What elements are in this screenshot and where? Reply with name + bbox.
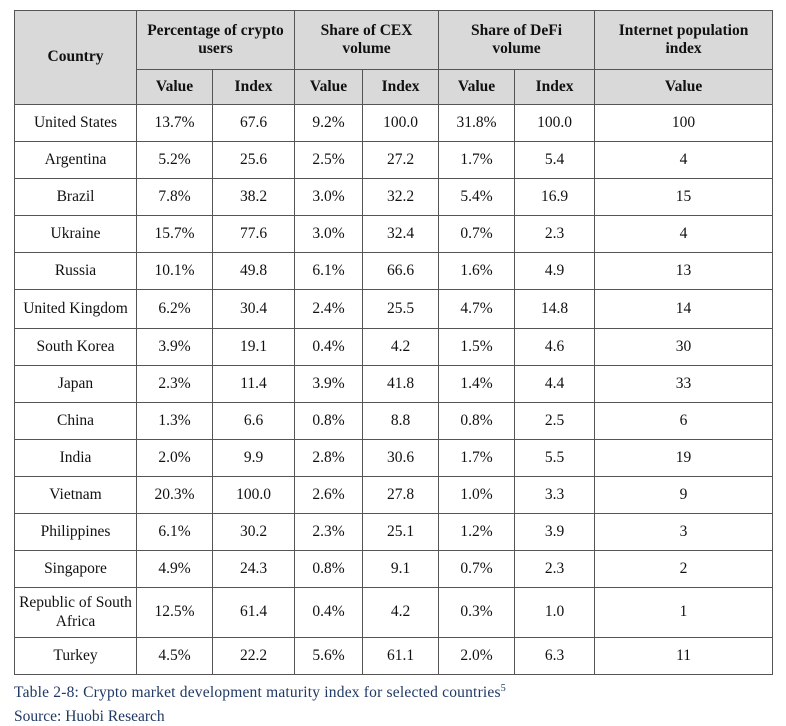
cell-internet-value: 3 (595, 514, 773, 551)
cell-defi-index: 4.9 (515, 253, 595, 290)
subheader-crypto-index: Index (213, 70, 295, 105)
cell-internet-value: 30 (595, 329, 773, 366)
cell-crypto-value: 6.1% (137, 514, 213, 551)
cell-crypto-index: 77.6 (213, 216, 295, 253)
cell-cex-index: 9.1 (363, 551, 439, 588)
table-row (15, 142, 773, 179)
cell-defi-value: 1.0% (439, 477, 515, 514)
cell-cex-index: 41.8 (363, 366, 439, 403)
cell-country: China (15, 403, 137, 440)
table-row (15, 588, 773, 638)
table-row (15, 253, 773, 290)
subheader-internet-value: Value (595, 70, 773, 105)
cell-defi-index: 5.5 (515, 440, 595, 477)
cell-internet-value: 4 (595, 142, 773, 179)
cell-defi-value: 0.3% (439, 588, 515, 638)
cell-crypto-index: 61.4 (213, 588, 295, 638)
cell-internet-value: 2 (595, 551, 773, 588)
cell-crypto-value: 5.2% (137, 142, 213, 179)
cell-country: United Kingdom (15, 290, 137, 329)
cell-cex-index: 61.1 (363, 637, 439, 674)
cell-defi-value: 1.2% (439, 514, 515, 551)
cell-defi-value: 0.7% (439, 216, 515, 253)
cell-cex-index: 8.8 (363, 403, 439, 440)
cell-country: Japan (15, 366, 137, 403)
cell-internet-value: 19 (595, 440, 773, 477)
cell-crypto-value: 13.7% (137, 105, 213, 142)
column-group-internet-population: Internet population index (595, 11, 773, 70)
cell-defi-index: 3.9 (515, 514, 595, 551)
cell-cex-index: 27.8 (363, 477, 439, 514)
cell-country: Ukraine (15, 216, 137, 253)
cell-cex-index: 25.1 (363, 514, 439, 551)
cell-crypto-value: 2.0% (137, 440, 213, 477)
cell-cex-index: 100.0 (363, 105, 439, 142)
cell-defi-index: 14.8 (515, 290, 595, 329)
cell-country: Philippines (15, 514, 137, 551)
cell-country: Argentina (15, 142, 137, 179)
table-row (15, 105, 773, 142)
cell-crypto-index: 9.9 (213, 440, 295, 477)
cell-defi-index: 100.0 (515, 105, 595, 142)
cell-country: India (15, 440, 137, 477)
cell-cex-index: 32.4 (363, 216, 439, 253)
cell-cex-value: 5.6% (295, 637, 363, 674)
table-row (15, 179, 773, 216)
cell-defi-index: 6.3 (515, 637, 595, 674)
cell-crypto-index: 11.4 (213, 366, 295, 403)
cell-internet-value: 13 (595, 253, 773, 290)
cell-defi-value: 5.4% (439, 179, 515, 216)
cell-internet-value: 15 (595, 179, 773, 216)
cell-crypto-index: 49.8 (213, 253, 295, 290)
cell-crypto-value: 2.3% (137, 366, 213, 403)
crypto-maturity-table (14, 10, 773, 675)
cell-defi-value: 1.6% (439, 253, 515, 290)
cell-internet-value: 11 (595, 637, 773, 674)
cell-internet-value: 9 (595, 477, 773, 514)
cell-country: Vietnam (15, 477, 137, 514)
cell-cex-value: 2.6% (295, 477, 363, 514)
table-head (15, 11, 773, 105)
cell-country: Turkey (15, 637, 137, 674)
cell-crypto-value: 1.3% (137, 403, 213, 440)
cell-cex-index: 4.2 (363, 588, 439, 638)
cell-defi-value: 31.8% (439, 105, 515, 142)
table-caption-text: Table 2-8: Crypto market development maturity index for selected countries (14, 683, 501, 701)
table-row (15, 551, 773, 588)
cell-cex-index: 4.2 (363, 329, 439, 366)
table-row (15, 440, 773, 477)
cell-cex-index: 32.2 (363, 179, 439, 216)
cell-cex-index: 25.5 (363, 290, 439, 329)
cell-defi-index: 4.4 (515, 366, 595, 403)
cell-crypto-index: 100.0 (213, 477, 295, 514)
cell-crypto-value: 4.5% (137, 637, 213, 674)
table-body (15, 105, 773, 675)
column-group-cex-volume: Share of CEX volume (295, 11, 439, 70)
cell-internet-value: 100 (595, 105, 773, 142)
cell-cex-value: 0.8% (295, 403, 363, 440)
cell-crypto-index: 25.6 (213, 142, 295, 179)
cell-country: United States (15, 105, 137, 142)
caption-footnote-marker: 5 (500, 682, 506, 694)
cell-cex-value: 6.1% (295, 253, 363, 290)
cell-country: Singapore (15, 551, 137, 588)
cell-cex-value: 3.0% (295, 179, 363, 216)
cell-country: Russia (15, 253, 137, 290)
cell-country: South Korea (15, 329, 137, 366)
cell-defi-index: 3.3 (515, 477, 595, 514)
subheader-defi-index: Index (515, 70, 595, 105)
subheader-cex-index: Index (363, 70, 439, 105)
cell-defi-value: 1.5% (439, 329, 515, 366)
subheader-defi-value: Value (439, 70, 515, 105)
cell-defi-value: 2.0% (439, 637, 515, 674)
table-row (15, 329, 773, 366)
cell-crypto-value: 15.7% (137, 216, 213, 253)
cell-defi-value: 4.7% (439, 290, 515, 329)
table-row (15, 290, 773, 329)
subheader-crypto-value: Value (137, 70, 213, 105)
cell-cex-value: 3.0% (295, 216, 363, 253)
table-row (15, 637, 773, 674)
cell-crypto-value: 4.9% (137, 551, 213, 588)
cell-cex-value: 2.4% (295, 290, 363, 329)
table-row (15, 514, 773, 551)
table-caption (14, 683, 772, 702)
cell-crypto-value: 6.2% (137, 290, 213, 329)
cell-cex-value: 2.5% (295, 142, 363, 179)
table-source: Source: Huobi Research (14, 707, 165, 725)
cell-crypto-value: 3.9% (137, 329, 213, 366)
cell-internet-value: 33 (595, 366, 773, 403)
table-row (15, 477, 773, 514)
cell-crypto-value: 12.5% (137, 588, 213, 638)
column-group-crypto-users: Percentage of crypto users (137, 11, 295, 70)
cell-cex-value: 0.4% (295, 329, 363, 366)
column-group-defi-volume: Share of DeFi volume (439, 11, 595, 70)
cell-defi-index: 4.6 (515, 329, 595, 366)
cell-defi-index: 5.4 (515, 142, 595, 179)
cell-crypto-index: 67.6 (213, 105, 295, 142)
cell-cex-value: 9.2% (295, 105, 363, 142)
cell-defi-value: 1.4% (439, 366, 515, 403)
cell-cex-index: 66.6 (363, 253, 439, 290)
cell-internet-value: 4 (595, 216, 773, 253)
table-row (15, 216, 773, 253)
cell-cex-index: 30.6 (363, 440, 439, 477)
cell-cex-value: 0.4% (295, 588, 363, 638)
cell-crypto-index: 19.1 (213, 329, 295, 366)
cell-defi-index: 1.0 (515, 588, 595, 638)
cell-crypto-index: 38.2 (213, 179, 295, 216)
cell-cex-value: 0.8% (295, 551, 363, 588)
cell-internet-value: 1 (595, 588, 773, 638)
cell-defi-index: 2.5 (515, 403, 595, 440)
cell-crypto-index: 30.4 (213, 290, 295, 329)
cell-internet-value: 14 (595, 290, 773, 329)
cell-crypto-index: 6.6 (213, 403, 295, 440)
table-row (15, 366, 773, 403)
cell-defi-value: 1.7% (439, 440, 515, 477)
cell-cex-index: 27.2 (363, 142, 439, 179)
cell-internet-value: 6 (595, 403, 773, 440)
cell-defi-value: 1.7% (439, 142, 515, 179)
cell-defi-value: 0.7% (439, 551, 515, 588)
cell-defi-index: 16.9 (515, 179, 595, 216)
cell-defi-value: 0.8% (439, 403, 515, 440)
cell-cex-value: 2.8% (295, 440, 363, 477)
cell-cex-value: 3.9% (295, 366, 363, 403)
cell-cex-value: 2.3% (295, 514, 363, 551)
group-header-row (15, 11, 773, 70)
cell-crypto-value: 10.1% (137, 253, 213, 290)
cell-crypto-value: 7.8% (137, 179, 213, 216)
cell-defi-index: 2.3 (515, 216, 595, 253)
column-header-country: Country (15, 11, 137, 105)
subheader-cex-value: Value (295, 70, 363, 105)
table-row (15, 403, 773, 440)
cell-defi-index: 2.3 (515, 551, 595, 588)
cell-country: Republic of South Africa (15, 588, 137, 638)
cell-crypto-index: 24.3 (213, 551, 295, 588)
cell-crypto-index: 22.2 (213, 637, 295, 674)
cell-crypto-index: 30.2 (213, 514, 295, 551)
cell-country: Brazil (15, 179, 137, 216)
cell-crypto-value: 20.3% (137, 477, 213, 514)
